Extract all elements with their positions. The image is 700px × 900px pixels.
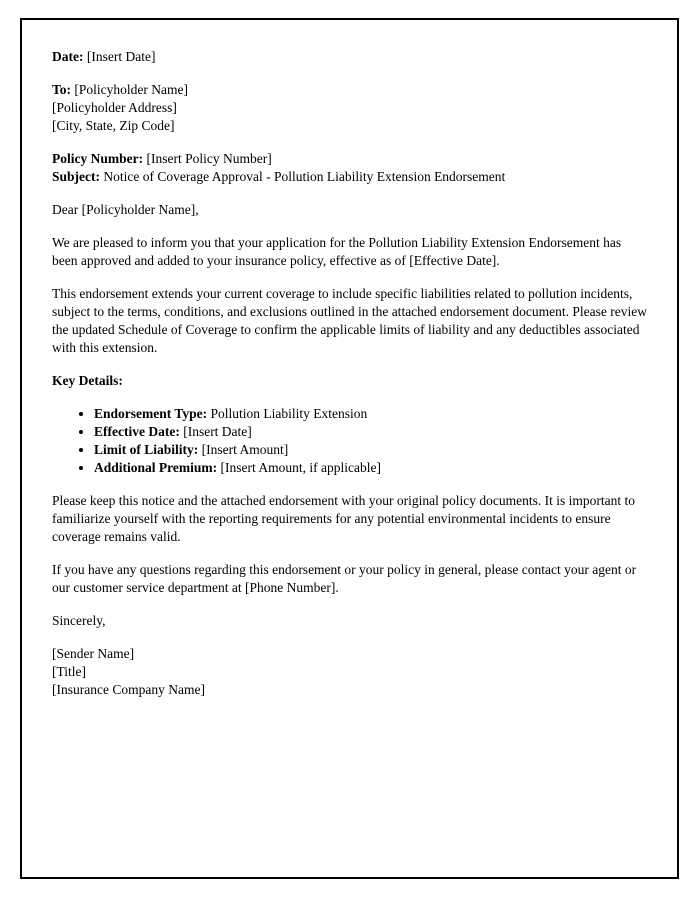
key-details-heading-text: Key Details: xyxy=(52,373,123,388)
policy-number-line xyxy=(52,150,647,168)
key-detail-item-endorsement-type xyxy=(94,405,647,423)
signature-block xyxy=(52,645,647,699)
recipient-name-line xyxy=(52,81,647,99)
paragraph-approval: We are pleased to inform you that your application for the Pollution Liability Extension Endorsement has been approved and added to your insurance policy, effective as of [Effective Date]. xyxy=(52,235,622,268)
policy-number-value: [Insert Policy Number] xyxy=(143,151,272,166)
closing: Sincerely, xyxy=(52,613,106,628)
paragraph-questions: If you have any questions regarding this endorsement or your policy in general, please contact your agent or our customer service department at [Phone Number]. xyxy=(52,562,637,595)
key-details-list xyxy=(52,405,647,477)
policy-number-label: Policy Number: xyxy=(52,151,144,166)
key-details-heading xyxy=(52,372,647,390)
to-label: To: xyxy=(52,82,72,97)
key-detail-value: [Insert Date] xyxy=(179,424,252,439)
paragraph-keep-notice: Please keep this notice and the attached endorsement with your original policy documents. It is important to familiarize yourself with the reporting requirements for any potential environmental incidents to ensure coverage remains valid. xyxy=(52,493,635,544)
recipient-city-line: [City, State, Zip Code] xyxy=(52,118,175,133)
key-detail-item-effective-date xyxy=(94,423,647,441)
subject-value: Notice of Coverage Approval - Pollution Liability Extension Endorsement xyxy=(100,169,506,184)
key-detail-label: Endorsement Type: xyxy=(94,406,208,421)
signature-name: [Sender Name] xyxy=(52,646,135,661)
subject-line xyxy=(52,168,647,186)
key-detail-label: Additional Premium: xyxy=(94,460,218,475)
recipient-address-line: [Policyholder Address] xyxy=(52,100,177,115)
date-line xyxy=(52,48,647,66)
date-label: Date: xyxy=(52,49,84,64)
key-detail-label: Limit of Liability: xyxy=(94,442,199,457)
policy-subject-block xyxy=(52,150,647,186)
recipient-block xyxy=(52,81,647,135)
key-detail-item-additional-premium xyxy=(94,459,647,477)
salutation: Dear [Policyholder Name], xyxy=(52,202,199,217)
key-detail-item-limit-of-liability xyxy=(94,441,647,459)
paragraph-extension: This endorsement extends your current coverage to include specific liabilities related to pollution incidents, subject to the terms, conditions, and exclusions outlined in the attached endorsement document. Please review the updated Schedule of Coverage to confirm the applicable limits of liability and any deductibles associated with this extension. xyxy=(52,286,647,355)
key-detail-value: [Insert Amount] xyxy=(198,442,289,457)
key-detail-value: Pollution Liability Extension xyxy=(207,406,368,421)
signature-title: [Title] xyxy=(52,664,87,679)
key-detail-label: Effective Date: xyxy=(94,424,180,439)
letter-page xyxy=(20,18,679,879)
to-value: [Policyholder Name] xyxy=(71,82,188,97)
key-detail-value: [Insert Amount, if applicable] xyxy=(217,460,381,475)
signature-company: [Insurance Company Name] xyxy=(52,682,205,697)
date-value: [Insert Date] xyxy=(83,49,156,64)
subject-label: Subject: xyxy=(52,169,100,184)
